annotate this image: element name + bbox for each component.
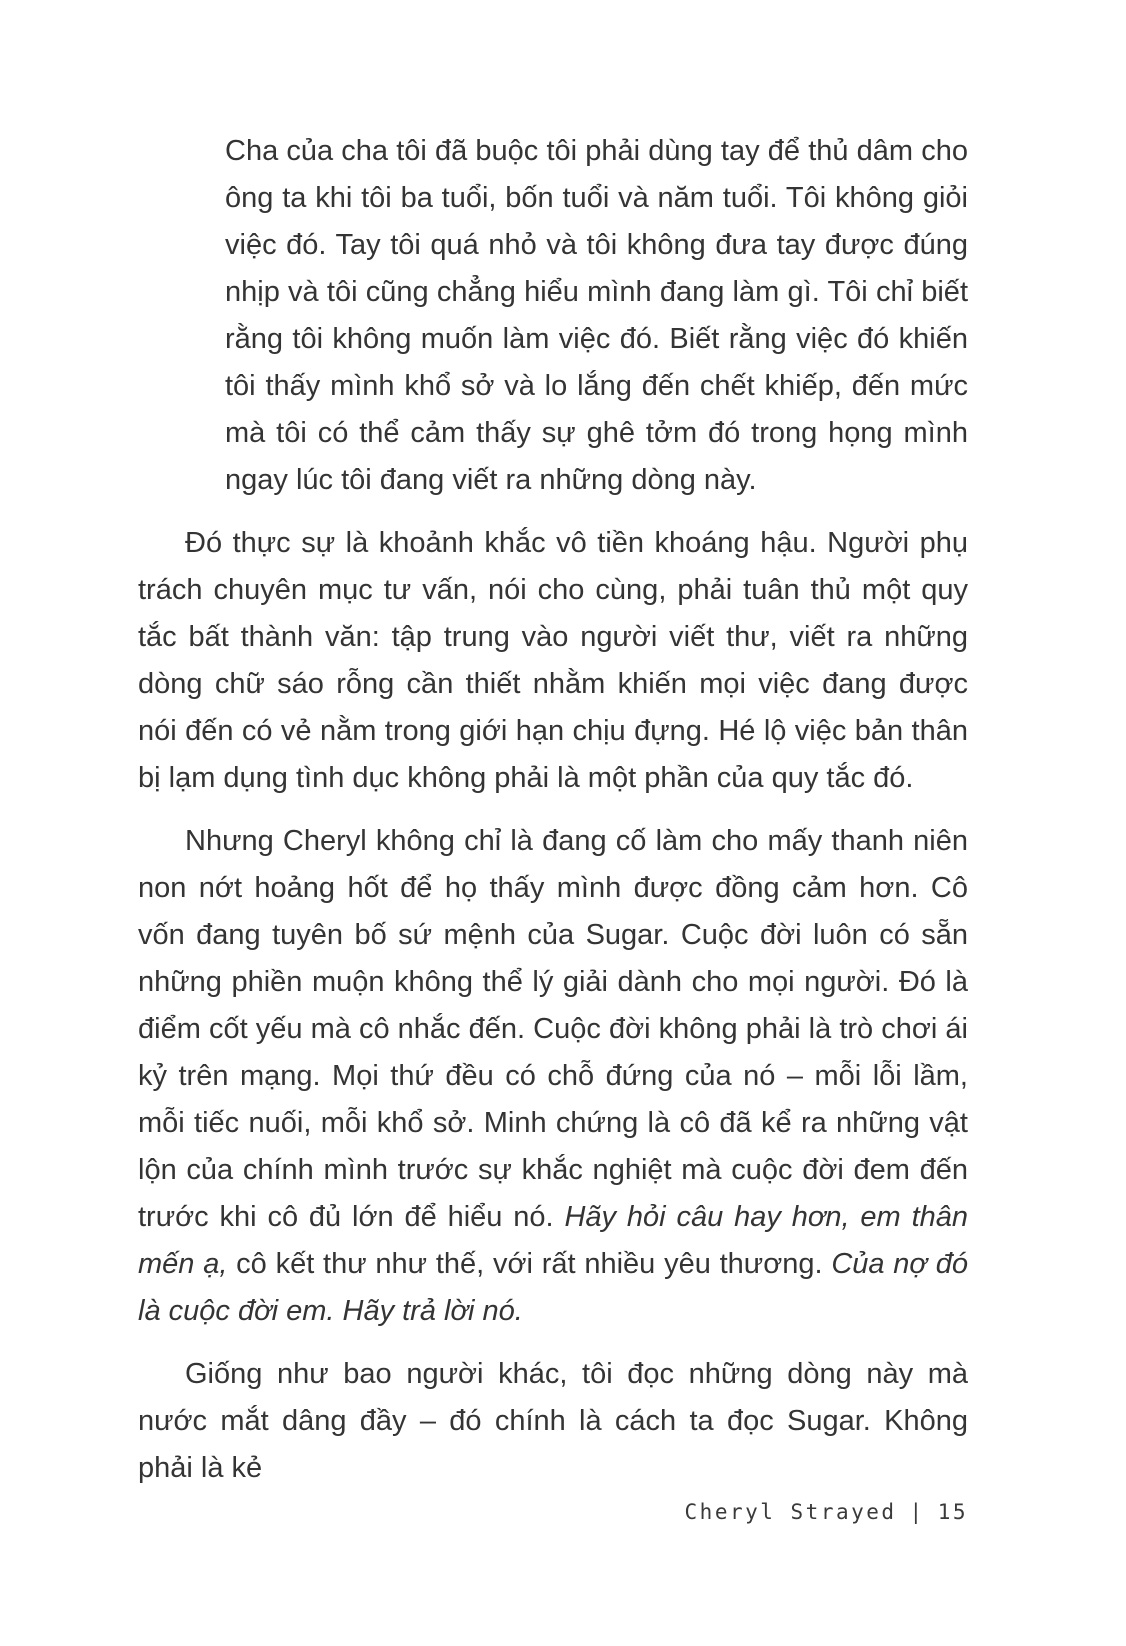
page-footer bbox=[138, 1500, 968, 1524]
footer-page-number: 15 bbox=[937, 1500, 968, 1524]
footer-separator: | bbox=[909, 1500, 925, 1524]
text-segment: cô kết thư như thế, với rất nhiều yêu thương. bbox=[227, 1248, 832, 1280]
paragraph-3 bbox=[138, 1351, 968, 1492]
text-segment: Đó thực sự là khoảnh khắc vô tiền khoáng hậu. Người phụ trách chuyên mục tư vấn, nói cho cùng, phải tuân thủ một quy tắc bất thành văn: tập trung vào người viết thư, viết ra những dòng chữ sáo rỗng cần thiết nhằm khiến mọi việc đang được nói đến có vẻ nằm trong giới hạn chịu đựng. Hé lộ việc bản thân bị lạm dụng tình dục không phải là một phần của quy tắc đó. bbox=[138, 527, 968, 794]
italic-text-segment: Của nợ đó là cuộc đời em. Hãy trả lời nó. bbox=[138, 1248, 968, 1327]
paragraph-2 bbox=[138, 818, 968, 1335]
quote-paragraph: Cha của cha tôi đã buộc tôi phải dùng tay để thủ dâm cho ông ta khi tôi ba tuổi, bốn tuổi và năm tuổi. Tôi không giỏi việc đó. Tay tôi quá nhỏ và tôi không đưa tay được đúng nhịp và tôi cũng chẳng hiểu mình đang làm gì. Tôi chỉ biết rằng tôi không muốn làm việc đó. Biết rằng việc đó khiến tôi thấy mình khổ sở và lo lắng đến chết khiếp, đến mức mà tôi có thể cảm thấy sự ghê tởm đó trong họng mình ngay lúc tôi đang viết ra những dòng này. bbox=[225, 135, 968, 496]
page-text-block bbox=[138, 128, 968, 1492]
footer-author: Cheryl Strayed bbox=[684, 1500, 897, 1524]
text-segment: Giống như bao người khác, tôi đọc những dòng này mà nước mắt dâng đầy – đó chính là cách ta đọc Sugar. Không phải là kẻ bbox=[138, 1358, 968, 1484]
paragraph-1 bbox=[138, 520, 968, 802]
text-segment: Nhưng Cheryl không chỉ là đang cố làm cho mấy thanh niên non nớt hoảng hốt để họ thấy mình được đồng cảm hơn. Cô vốn đang tuyên bố sứ mệnh của Sugar. Cuộc đời luôn có sẵn những phiền muộn không thể lý giải dành cho mọi người. Đó là điểm cốt yếu mà cô nhắc đến. Cuộc đời không phải là trò chơi ái kỷ trên mạng. Mọi thứ đều có chỗ đứng của nó – mỗi lỗi lầm, mỗi tiếc nuối, mỗi khổ sở. Minh chứng là cô đã kể ra những vật lộn của chính mình trước sự khắc nghiệt mà cuộc đời đem đến trước khi cô đủ lớn để hiểu nó. bbox=[138, 825, 968, 1233]
italic-text-segment: Hãy hỏi câu hay hơn, em thân mến ạ, bbox=[138, 1201, 969, 1280]
body-paragraphs bbox=[138, 520, 968, 1492]
